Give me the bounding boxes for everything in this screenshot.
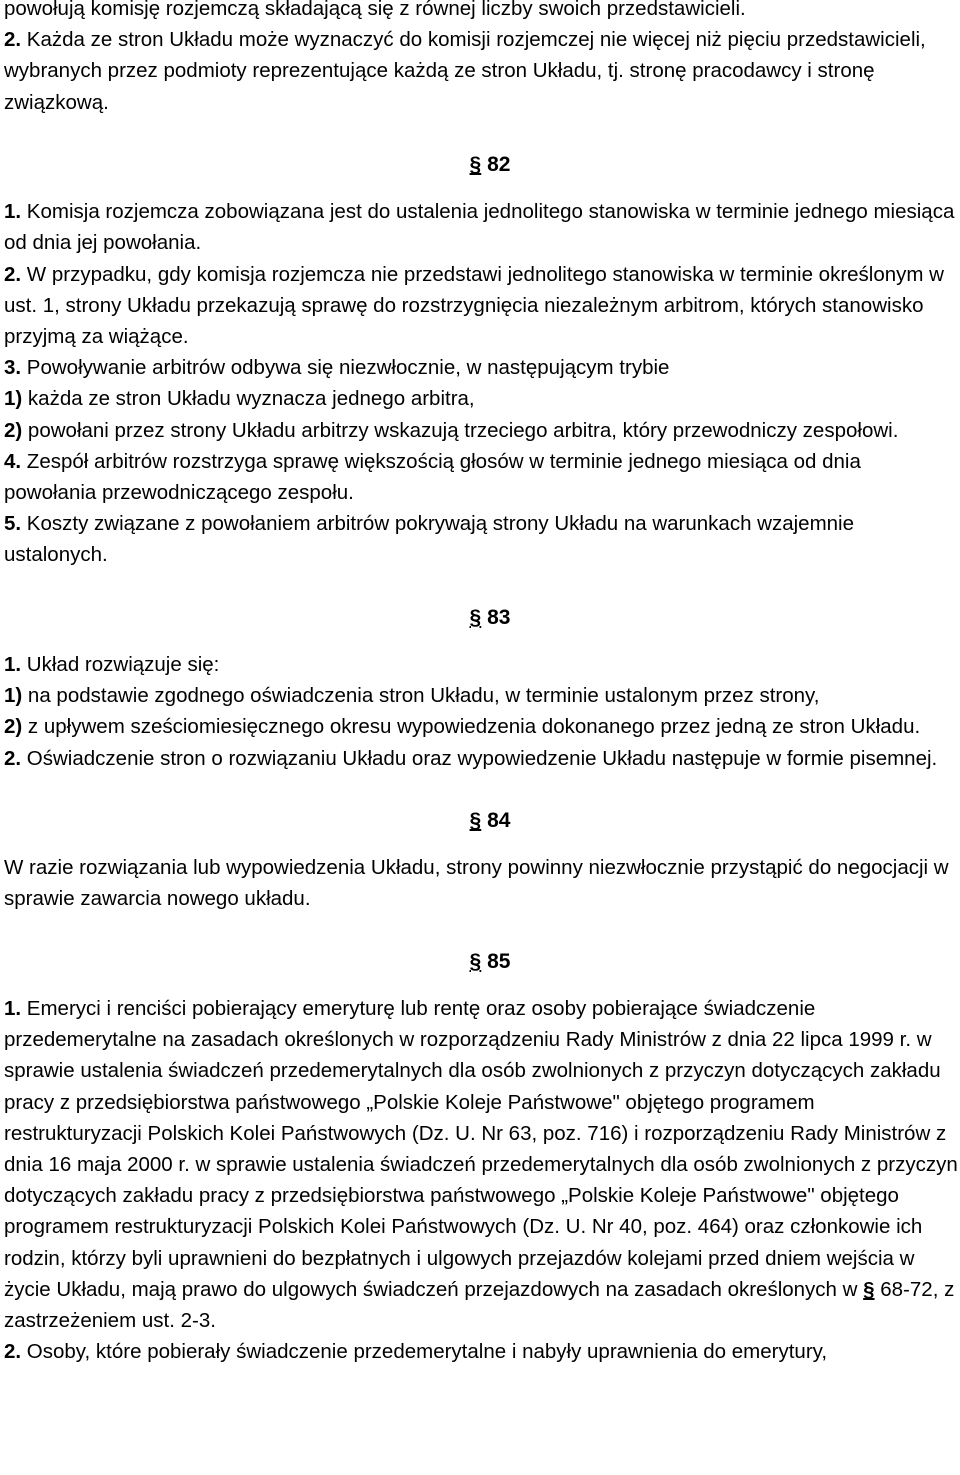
paragraph: [4, 0, 958, 24]
spacer: [4, 977, 958, 993]
paragraph-text: powołują komisję rozjemczą składającą się z równej liczby swoich przedstawicieli.: [4, 0, 746, 20]
paragraph-text-continued: 68-72, z zastrzeżeniem ust. 2-3.: [4, 1277, 955, 1332]
paragraph-text: Powoływanie arbitrów odbywa się niezwłocznie, w następującym trybie: [21, 356, 670, 380]
section-heading-84: [4, 805, 958, 836]
list-item: [4, 383, 958, 414]
list-number: 1): [4, 387, 23, 411]
section-number: 83: [481, 605, 511, 629]
paragraph-number: 1.: [4, 996, 22, 1020]
section-symbol: §: [469, 605, 482, 629]
paragraph-text: Układ rozwiązuje się:: [21, 653, 220, 676]
section-number: 84: [481, 809, 511, 832]
paragraph-number: 3.: [4, 356, 22, 380]
paragraph-text: Oświadczenie stron o rozwiązaniu Układu oraz wypowiedzenie Układu następuje w formie pisemnej.: [21, 746, 938, 770]
paragraph: [4, 649, 958, 680]
spacer: [4, 118, 958, 149]
spacer: [4, 915, 958, 946]
list-text: z upływem sześciomiesięcznego okresu wypowiedzenia dokonanego przez jedną ze stron Układu.: [22, 715, 921, 739]
section-heading-85: [4, 946, 958, 977]
section-number: 82: [481, 153, 511, 176]
paragraph: [4, 196, 958, 258]
paragraph: [4, 259, 958, 353]
list-text: powołani przez strony Układu arbitrzy wskazują trzeciego arbitra, który przewodniczy zespołowi.: [22, 418, 899, 442]
spacer: [4, 571, 958, 602]
paragraph-number: 5.: [4, 512, 22, 536]
paragraph-number: 1.: [4, 653, 22, 676]
paragraph-text: Komisja rozjemcza zobowiązana jest do ustalenia jednolitego stanowiska w terminie jednego miesiąca od dnia jej powołania.: [4, 200, 955, 255]
section-symbol: §: [469, 809, 482, 832]
paragraph-text: Każda ze stron Układu może wyznaczyć do komisji rozjemczej nie więcej niż pięciu przedstawicieli, wybranych przez podmioty reprezentujące każdą ze stron Układu, tj. stronę pracodawcy i stronę związkową.: [4, 28, 926, 114]
paragraph: [4, 352, 958, 383]
list-item: [4, 415, 958, 446]
paragraph-number: 4.: [4, 449, 22, 473]
paragraph-text: Zespół arbitrów rozstrzyga sprawę większością głosów w terminie jednego miesiąca od dnia powołania przewodniczącego zespołu.: [4, 449, 861, 505]
paragraph-number: 2.: [4, 746, 22, 770]
spacer: [4, 836, 958, 852]
list-text: na podstawie zgodnego oświadczenia stron Układu, w terminie ustalonym przez strony,: [22, 684, 820, 708]
list-number: 1): [4, 684, 23, 708]
paragraph: [4, 743, 958, 774]
list-item: [4, 680, 958, 711]
spacer: [4, 180, 958, 196]
paragraph-text: W przypadku, gdy komisja rozjemcza nie przedstawi jednolitego stanowiska w terminie określonym w ust. 1, strony Układu przekazują sprawę do rozstrzygnięcia niezależnym arbitrom, których stanowisko przyjmą za wiążące.: [4, 262, 944, 348]
spacer: [4, 633, 958, 649]
paragraph-number: 1.: [4, 200, 22, 224]
list-text: każda ze stron Układu wyznacza jednego arbitra,: [22, 387, 475, 411]
spacer: [4, 774, 958, 805]
paragraph: [4, 1336, 958, 1367]
document-page: [4, 0, 958, 1367]
section-number: 85: [481, 949, 511, 973]
paragraph-text: Emeryci i renciści pobierający emeryturę lub rentę oraz osoby pobierające świadczenie przedemerytalne na zasadach określonych w rozporządzeniu Rady Ministrów z dnia 22 lipca 1999 r. w sprawie ustalenia świadczeń przedemerytalnych dla osób zwolnionych z przyczyn dotyczących zakładu pracy z przedsiębiorstwa państwowego „Polskie Koleje Państwowe" objętego programem restrukturyzacji Polskich Kolei Państwowych (Dz. U. Nr 63, poz. 716) i rozporządzeniu Rady Ministrów z dnia 16 maja 2000 r. w sprawie ustalenia świadczeń przedemerytalnych dla osób zwolnionych z przyczyn dotyczących zakładu pracy z przedsiębiorstwa państwowego „Polskie Koleje Państwowe" objętego programem restrukturyzacji Polskich Kolei Państwowych (Dz. U. Nr 40, poz. 464) oraz członkowie ich rodzin, którzy byli uprawnieni do bezpłatnych i ulgowych przejazdów kolejami przed dniem wejścia w życie Układu, mają prawo do ulgowych świadczeń przejazdowych na zasadach określonych w: [4, 996, 958, 1301]
paragraph-number: 2.: [4, 1340, 22, 1364]
paragraph: [4, 852, 958, 914]
list-number: 2): [4, 418, 23, 442]
paragraph: [4, 446, 958, 508]
section-reference-symbol: §: [863, 1277, 875, 1301]
section-symbol: §: [469, 153, 482, 176]
paragraph-number: 2.: [4, 262, 22, 286]
paragraph-text: Osoby, które pobierały świadczenie przedemerytalne i nabyły uprawnienia do emerytury,: [21, 1340, 828, 1364]
paragraph-text: W razie rozwiązania lub wypowiedzenia Układu, strony powinny niezwłocznie przystąpić do negocjacji w sprawie zawarcia nowego układu.: [4, 856, 949, 911]
paragraph-text: Koszty związane z powołaniem arbitrów pokrywają strony Układu na warunkach wzajemnie ustalonych.: [4, 512, 855, 567]
paragraph: [4, 24, 958, 118]
list-item: [4, 711, 958, 742]
paragraph-number: 2.: [4, 28, 22, 52]
paragraph: [4, 508, 958, 570]
list-number: 2): [4, 715, 23, 739]
section-heading-83: [4, 602, 958, 633]
section-heading-82: [4, 149, 958, 180]
section-symbol: §: [469, 949, 482, 973]
paragraph: [4, 993, 958, 1336]
